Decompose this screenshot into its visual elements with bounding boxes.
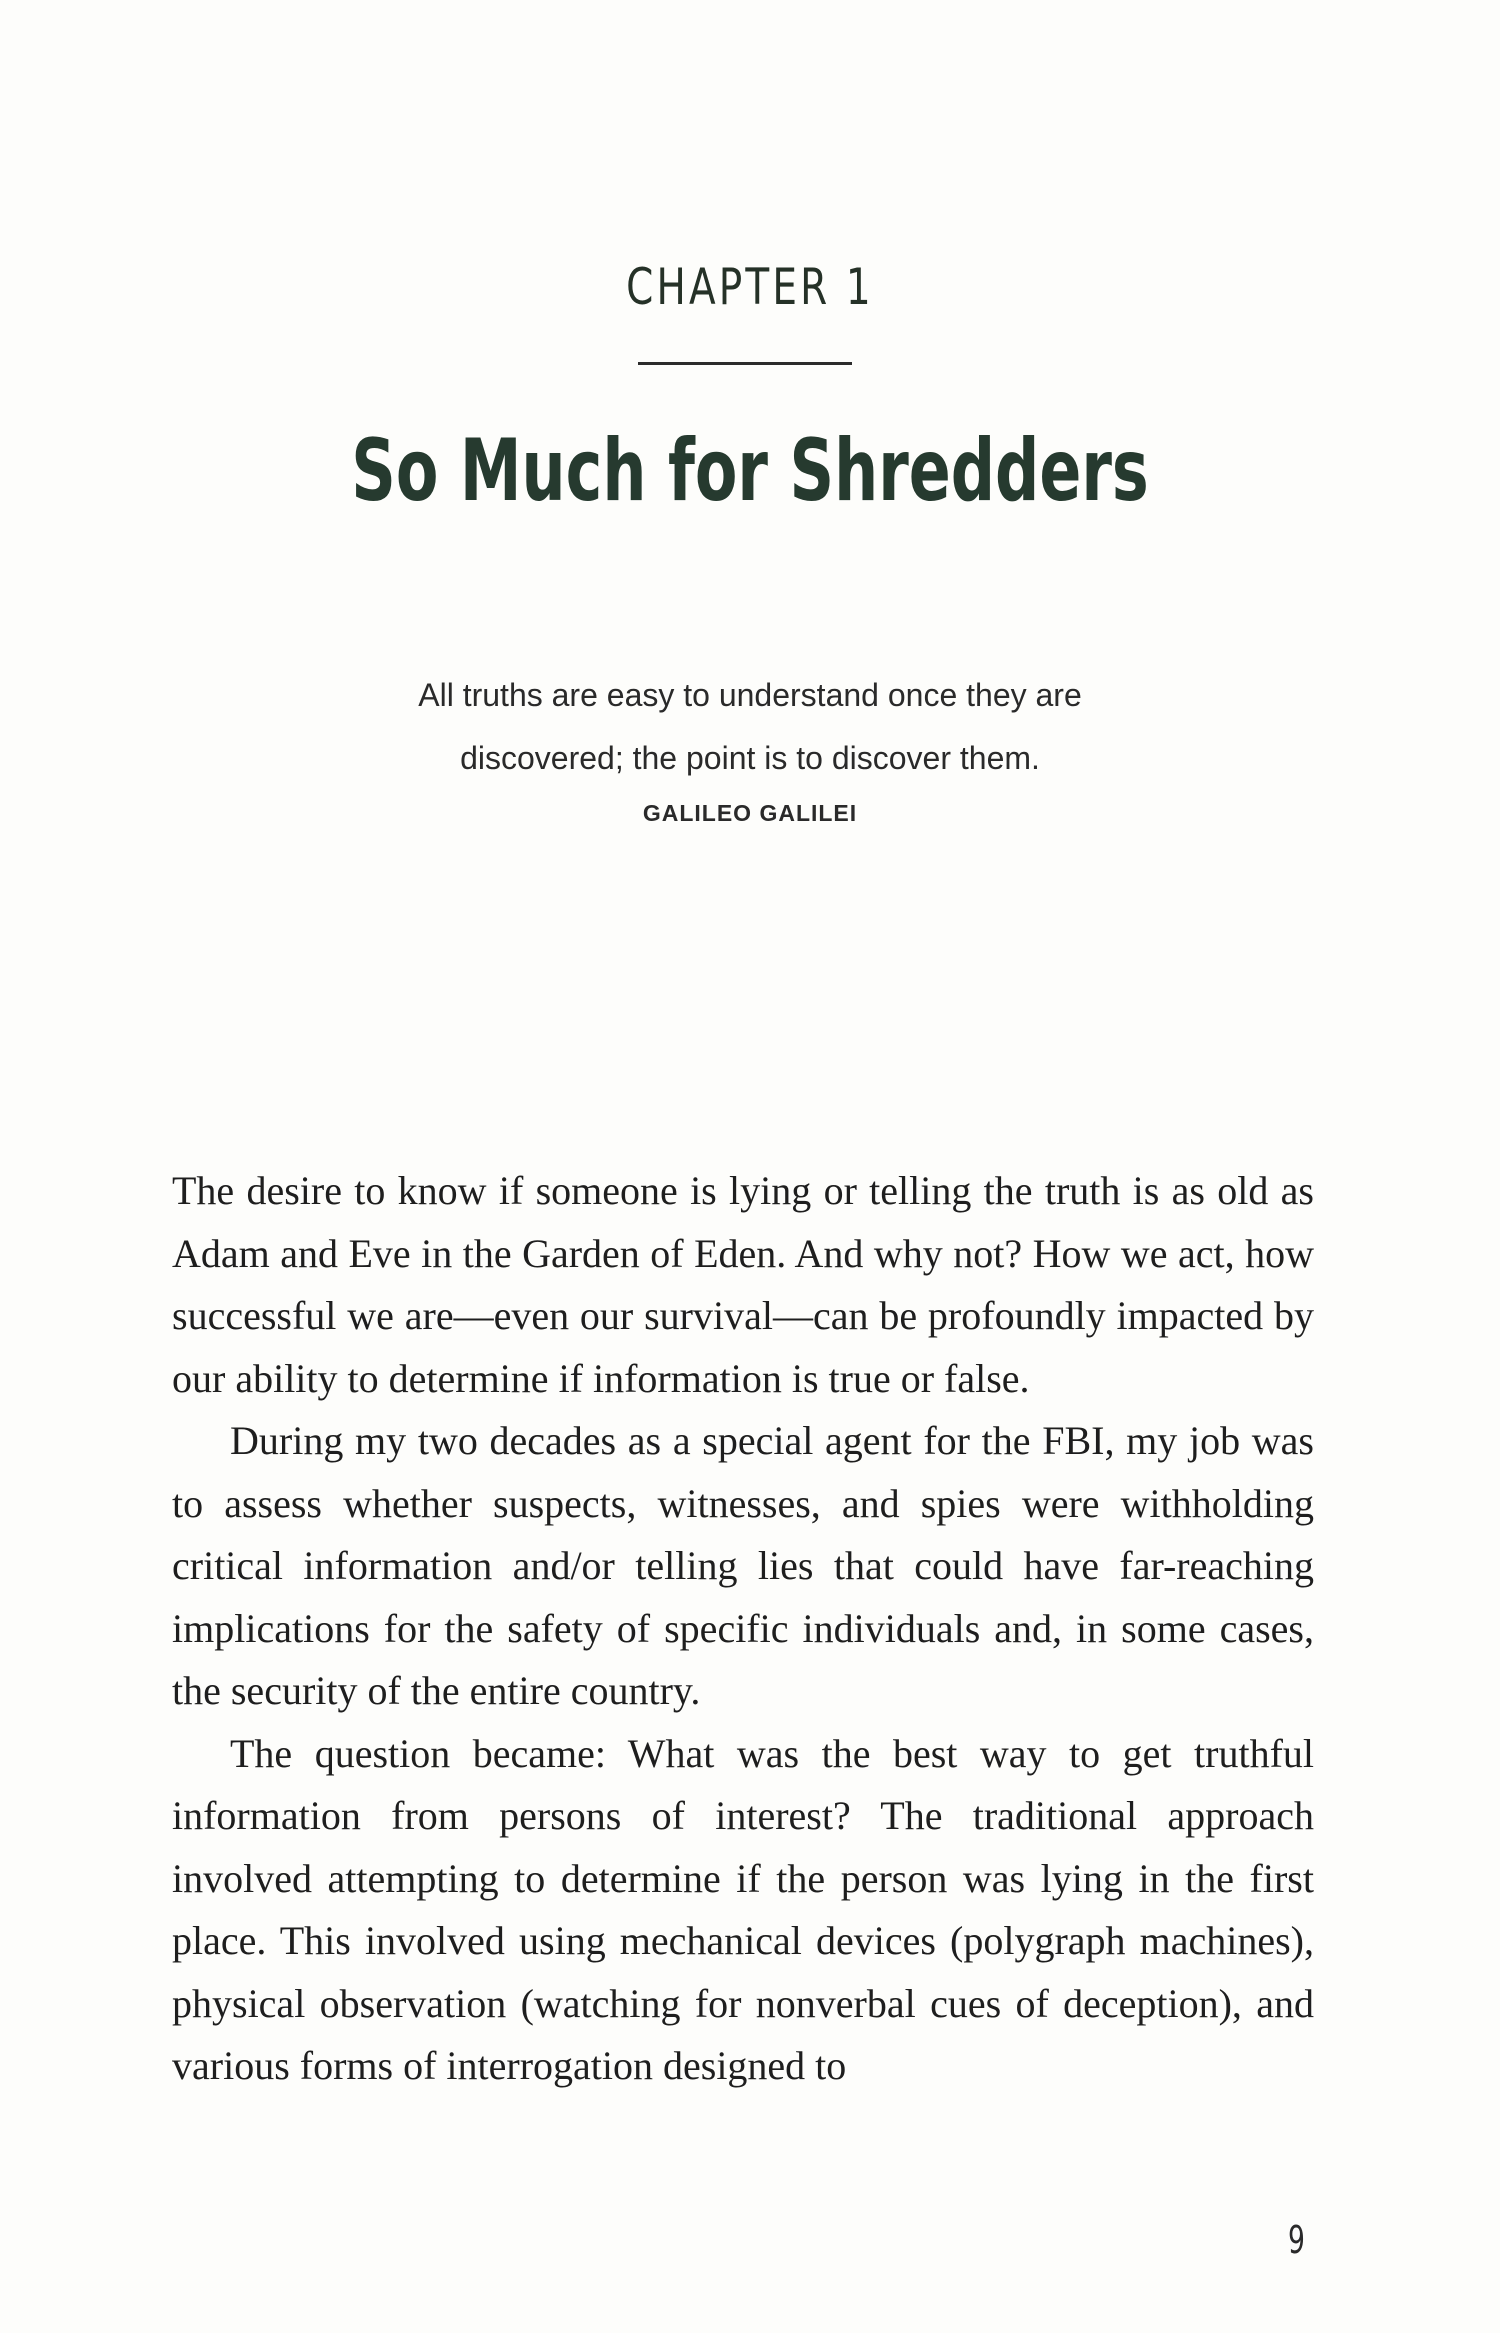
- chapter-title: So Much for Shredders: [351, 421, 1149, 521]
- epigraph-quote: [300, 664, 1200, 790]
- page-number: 9: [1288, 2218, 1305, 2262]
- chapter-label: CHAPTER 1: [626, 258, 874, 316]
- body-text: [172, 1160, 1314, 2098]
- epigraph-attribution: GALILEO GALILEI: [642, 800, 858, 826]
- body-paragraph: The desire to know if someone is lying or telling the truth is as old as Adam and Eve in the Garden of Eden. And why not? How we act, how successful we are—even our survival—can be profoundly impacted by our ability to determine if information is true or false.: [172, 1168, 1314, 1401]
- body-paragraph: The question became: What was the best way to get truthful information from persons of interest? The traditional approach involved attempting to determine if the person was lying in the first place. This involved using mechanical devices (polygraph machines), physical observation (watching for nonverbal cues of deception), and various forms of interrogation designed to: [172, 1730, 1314, 2088]
- body-paragraph: During my two decades as a special agent for the FBI, my job was to assess whether suspects, witnesses, and spies were withholding critical information and/or telling lies that could have far-reaching implications for the safety of specific individuals and, in some cases, the security of the entire country.: [172, 1418, 1314, 1713]
- chapter-divider: [638, 362, 852, 365]
- epigraph-line: All truths are easy to understand once they are: [418, 677, 1082, 713]
- epigraph-line: discovered; the point is to discover them.: [460, 740, 1040, 776]
